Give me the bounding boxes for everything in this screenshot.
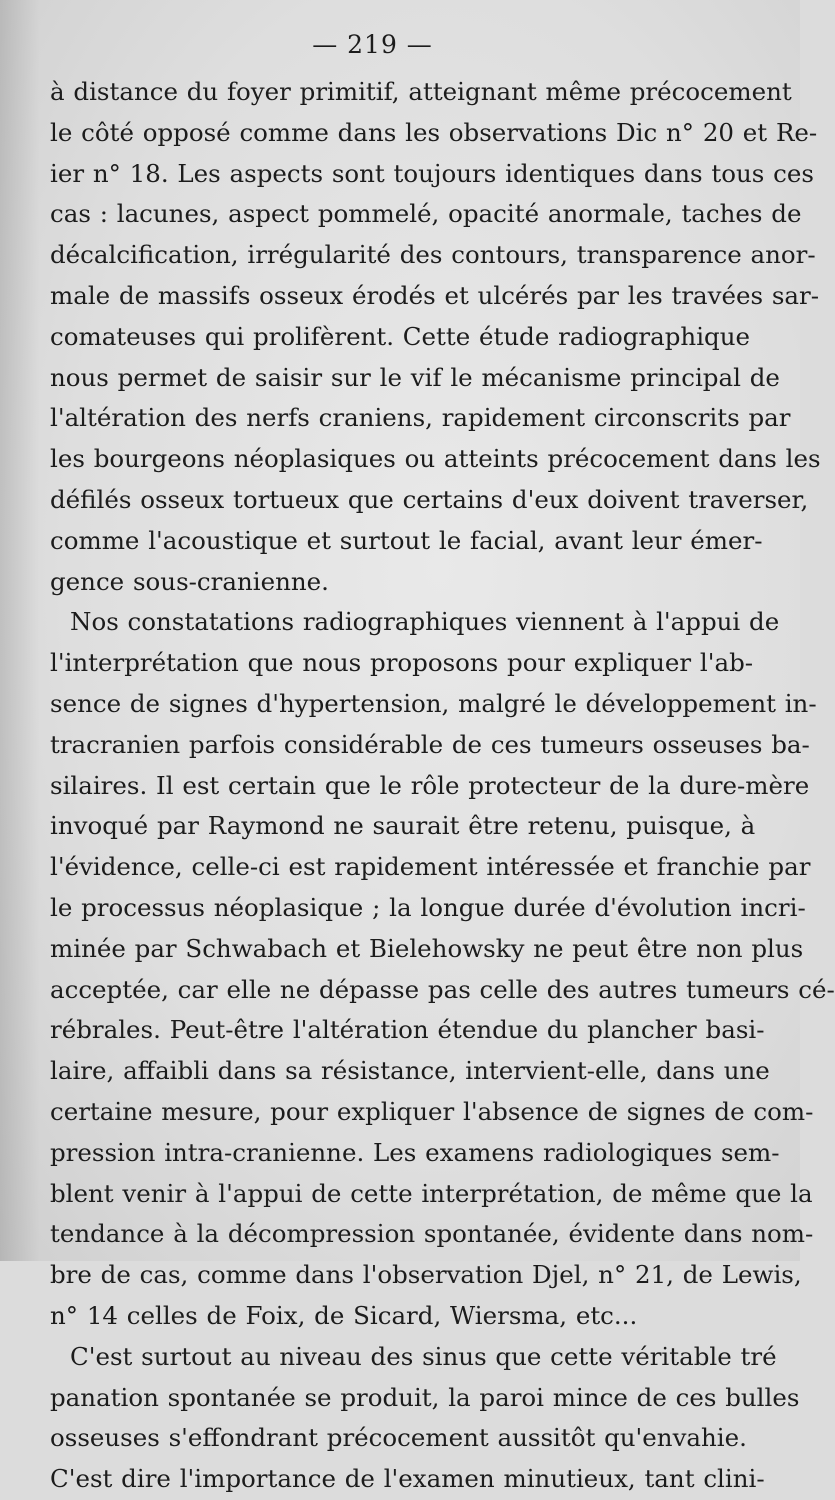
text-line: male de massifs osseux érodés et ulcérés par les travées sar- bbox=[50, 280, 820, 310]
text-line: Nos constatations radiographiques viennent à l'appui de bbox=[70, 607, 780, 637]
text-line: défilés osseux tortueux que certains d'eux doivent traverser, bbox=[50, 484, 809, 514]
text-line: invoqué par Raymond ne saurait être retenu, puisque, à bbox=[50, 811, 756, 841]
text-line: comateuses qui prolifèrent. Cette étude radiographique bbox=[50, 321, 750, 351]
text-line: ier n° 18. Les aspects sont toujours identiques dans tous ces bbox=[50, 158, 814, 188]
text-line: les bourgeons néoplasiques ou atteints précocement dans les bbox=[50, 444, 821, 474]
text-line: le côté opposé comme dans les observations Dic n° 20 et Re- bbox=[50, 117, 818, 147]
text-line: bre de cas, comme dans l'observation Djel, n° 21, de Lewis, bbox=[50, 1260, 802, 1290]
text-line: C'est surtout au niveau des sinus que cette véritable tré bbox=[70, 1341, 777, 1371]
text-line: l'évidence, celle-ci est rapidement intéressée et franchie par bbox=[50, 852, 811, 882]
body-text bbox=[50, 72, 835, 1500]
text-line: l'altération des nerfs craniens, rapidement circonscrits par bbox=[50, 403, 791, 433]
text-line: pression intra-cranienne. Les examens radiologiques sem- bbox=[50, 1137, 780, 1167]
binding-shadow bbox=[0, 0, 40, 1261]
text-line: osseuses s'effondrant précocement aussitôt qu'envahie. bbox=[50, 1423, 747, 1453]
text-line: à distance du foyer primitif, atteignant même précocement bbox=[50, 77, 792, 106]
text-line: nous permet de saisir sur le vif le mécanisme principal de bbox=[50, 362, 780, 392]
text-line: blent venir à l'appui de cette interprétation, de même que la bbox=[50, 1178, 813, 1208]
text-line: l'interprétation que nous proposons pour expliquer l'ab- bbox=[50, 648, 754, 678]
text-line: cas : lacunes, aspect pommelé, opacité anormale, taches de bbox=[50, 199, 802, 229]
page-number: — 219 — bbox=[312, 30, 433, 59]
text-line: tracranien parfois considérable de ces tumeurs osseuses ba- bbox=[50, 729, 810, 759]
text-line: C'est dire l'importance de l'examen minutieux, tant clini- bbox=[50, 1464, 765, 1494]
text-line: tendance à la décompression spontanée, évidente dans nom- bbox=[50, 1219, 814, 1249]
text-line: certaine mesure, pour expliquer l'absence de signes de com- bbox=[50, 1096, 814, 1126]
text-line: rébrales. Peut-être l'altération étendue du plancher basi- bbox=[50, 1015, 765, 1045]
text-line: gence sous-cranienne. bbox=[50, 566, 329, 596]
text-line: sence de signes d'hypertension, malgré le développement in- bbox=[50, 688, 817, 718]
text-line: n° 14 celles de Foix, de Sicard, Wiersma, etc... bbox=[50, 1300, 638, 1330]
text-line: le processus néoplasique ; la longue durée d'évolution incri- bbox=[50, 892, 806, 922]
text-line: silaires. Il est certain que le rôle protecteur de la dure-mère bbox=[50, 770, 810, 800]
text-line: décalcification, irrégularité des contours, transparence anor- bbox=[50, 240, 816, 270]
text-line: minée par Schwabach et Bielehowsky ne peut être non plus bbox=[50, 933, 804, 963]
text-line: panation spontanée se produit, la paroi mince de ces bulles bbox=[50, 1382, 800, 1412]
text-line: laire, affaibli dans sa résistance, intervient-elle, dans une bbox=[50, 1056, 770, 1086]
text-line: comme l'acoustique et surtout le facial, avant leur émer- bbox=[50, 525, 763, 555]
text-line: acceptée, car elle ne dépasse pas celle des autres tumeurs cé- bbox=[50, 974, 835, 1004]
